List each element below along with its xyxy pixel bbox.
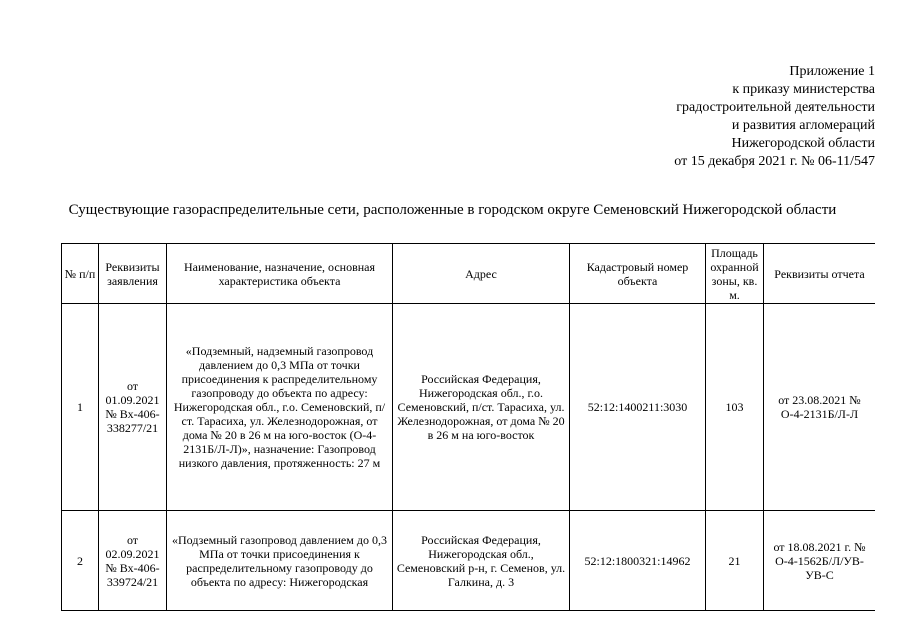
- cell-address: Российская Федерация, Нижегородская обл., г.о. Семеновский, п/ст. Тарасиха, ул. Железнодорожная, от дома № 20 в 26 м на юго-восток: [393, 304, 570, 511]
- appendix-line: и развития агломераций: [731, 118, 875, 133]
- document-title: Существующие газораспределительные сети, расположенные в городском округе Семеновский Нижегородской области: [68, 202, 837, 218]
- cell-cadastral: 52:12:1800321:14962: [570, 511, 706, 611]
- cell-number: 2: [62, 511, 99, 611]
- cell-area: 21: [706, 511, 764, 611]
- appendix-line: Приложение 1: [789, 64, 875, 79]
- header-description: Наименование, назначение, основная характеристика объекта: [167, 244, 393, 304]
- appendix-line: градостроительной деятельности: [676, 100, 875, 115]
- header-cadastral: Кадастровый номер объекта: [570, 244, 706, 304]
- table-container: [61, 243, 875, 640]
- table-row: [62, 511, 876, 611]
- cell-application: от 01.09.2021 № Вх-406-338277/21: [99, 304, 167, 511]
- header-area: Площадь охранной зоны, кв. м.: [706, 244, 764, 304]
- cell-description: «Подземный, надземный газопровод давлением до 0,3 МПа от точки присоединения к распределительному газопроводу до объекта по адресу: Нижегородская обл., г.о. Семеновский, п/ст. Тарасиха, ул. Железнодорожная, от дома № 20 в 26 м на юго-восток (О-4-2131Б/Л-Л)», назначение: Газопровод низкого давления, протяженность: 27 м: [167, 304, 393, 511]
- header-report: Реквизиты отчета: [764, 244, 876, 304]
- header-number: № п/п: [62, 244, 99, 304]
- gas-networks-table: [61, 243, 875, 611]
- cell-cadastral: 52:12:1400211:3030: [570, 304, 706, 511]
- cell-number: 1: [62, 304, 99, 511]
- header-address: Адрес: [393, 244, 570, 304]
- cell-report: от 18.08.2021 г. № О-4-1562Б/Л/УВ-УВ-С: [764, 511, 876, 611]
- header-application: Реквизиты заявления: [99, 244, 167, 304]
- appendix-block: [674, 63, 875, 171]
- cell-application: от 02.09.2021 № Вх-406-339724/21: [99, 511, 167, 611]
- cell-report: от 23.08.2021 № О-4-2131Б/Л-Л: [764, 304, 876, 511]
- cell-area: 103: [706, 304, 764, 511]
- appendix-line: к приказу министерства: [732, 82, 875, 97]
- appendix-line: Нижегородской области: [731, 136, 875, 151]
- cell-address: Российская Федерация, Нижегородская обл., Семеновский р-н, г. Семенов, ул. Галкина, д. 3: [393, 511, 570, 611]
- table-row: [62, 304, 876, 511]
- appendix-line: от 15 декабря 2021 г. № 06-11/547: [674, 154, 875, 169]
- table-header-row: [62, 244, 876, 304]
- cell-description: «Подземный газопровод давлением до 0,3 МПа от точки присоединения к распределительному газопроводу до объекта по адресу: Нижегородская: [167, 511, 393, 611]
